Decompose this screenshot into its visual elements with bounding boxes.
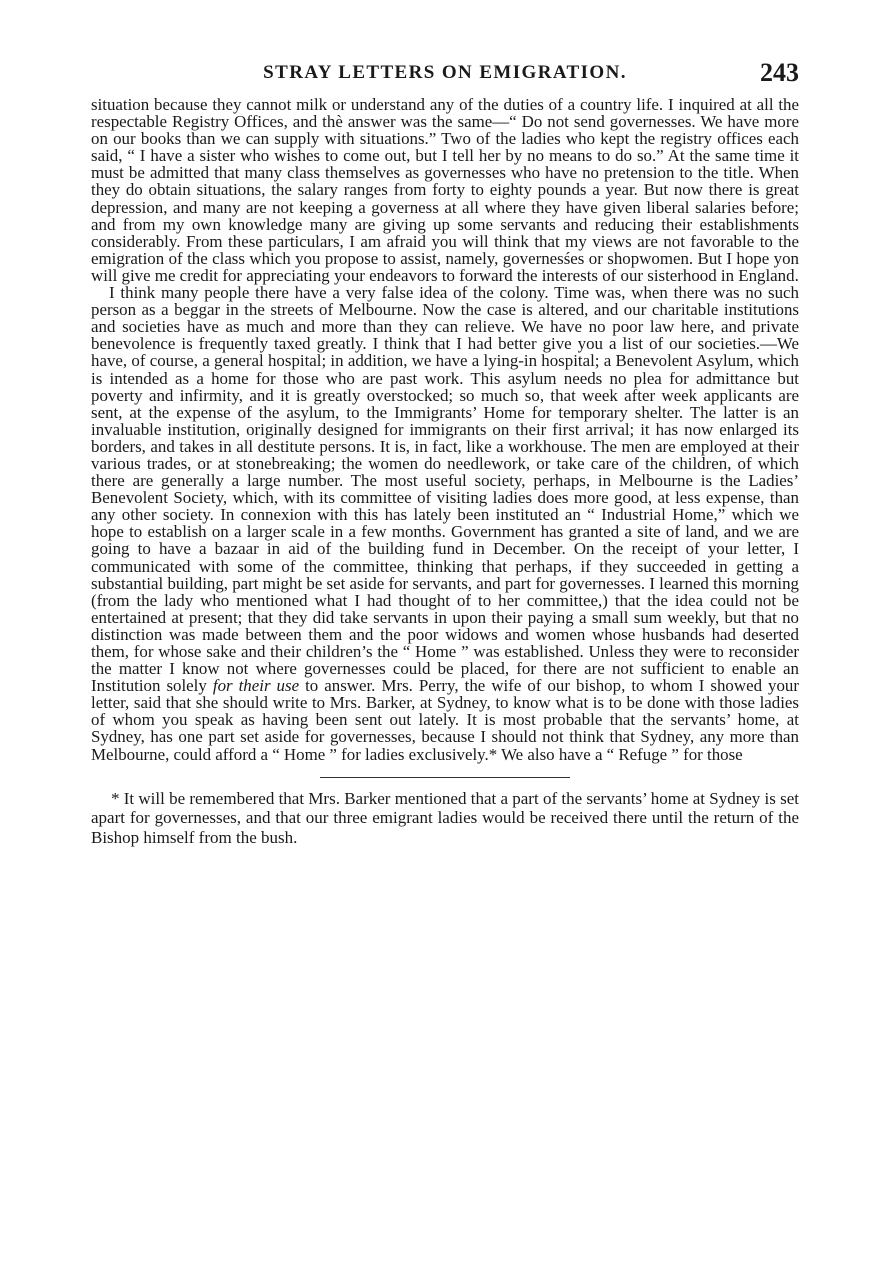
footnote-divider (320, 777, 570, 778)
book-page (91, 58, 799, 847)
body-text (91, 96, 799, 763)
footnote (91, 789, 799, 848)
paragraph-2 (91, 284, 799, 763)
italic-phrase: for their use (212, 676, 300, 696)
paragraph-2-text-a: I think many people there have a very false idea of the colony. Time was, when there was no such person as a beggar in the streets of Melbourne. Now the case is altered, and our charitable institutions and societies have as much and more than they can relieve. We have no poor law here, and private benevolence is frequently taxed greatly. I think that I had better give you a list of our societies.—We have, of course, a general hospital; in addition, we have a lying-in hospital; a Benevolent Asylum, which is intended as a home for those who are past work. This asylum needs no plea for admittance but poverty and infirmity, and it is greatly overstocked; so much so, that week after week applicants are sent, at the expense of the asylum, to the Immigrants’ Home for temporary shelter. The latter is an invaluable institution, originally designed for immigrants on their first arrival; it has now enlarged its borders, and takes in all destitute persons. It is, in fact, like a workhouse. The men are employed at their various trades, or at stonebreaking; the women do needlework, or take care of the children, of which there are generally a large number. The most useful society, perhaps, in Melbourne is the Ladies’ Benevolent Society, which, with its committee of visiting ladies does more good, at less expense, than any other society. In connexion with this has lately been instituted an “ Industrial Home,” which we hope to establish on a larger scale in a few months. Government has granted a site of land, and we are going to have a bazaar in aid of the building fund in December. On the receipt of your letter, I communicated with some of the committee, thinking that perhaps, if they succeeded in getting a substantial building, part might be set aside for servants, and part for governesses. I learned this morning (from the lady who mentioned what I had thought of to her committee,) that the idea could not be entertained at present; that they did take servants in upon their paying a small sum weekly, but that no distinction was made between them and the poor widows and women whose husbands had deserted them, for whose sake and their children’s the “ Home ” was established. Unless they were to reconsider the matter I know not where governesses could be placed, for there are not sufficient to enable an Institution solely (91, 283, 799, 696)
paragraph-2-text-b: to answer. Mrs. Perry, the wife of our bishop, to whom I showed your letter, said that she should write to Mrs. Barker, at Sydney, to know what is to be done with those ladies of whom you speak as having been sent out lately. It is most probable that the servants’ home, at Sydney, has one part set aside for governesses, because I should not think that Sydney, any more than Melbourne, could afford a “ Home ” for ladies exclusively.* We also have a “ Refuge ” for those (91, 676, 800, 764)
page-number: 243 (760, 58, 799, 87)
running-head (91, 58, 799, 90)
paragraph-1: situation because they cannot milk or understand any of the duties of a country life. I inquired at all the respectable Registry Offices, and thè answer was the same—“ Do not send governesses. We have more on our books than we can supply with situations.” Two of the ladies who kept the registry offices each said, “ I have a sister who wishes to come out, but I tell her by no means to do so.” At the same time it must be admitted that many class themselves as governesses who have no pretension to the title. When they do obtain situations, the salary ranges from forty to eighty pounds a year. But now there is great depression, and many are not keeping a governess at all where they have given liberal salaries before; and from my own knowledge many are giving up some servants and reducing their establishments considerably. From these particulars, I am afraid you will think that my views are not favorable to the emigration of the class which you propose to assist, namely, governesśes or shopwomen. But I hope yon will give me credit for appreciating your endeavors to forward the interests of our sisterhood in England. (91, 95, 799, 285)
footnote-text: * It will be remembered that Mrs. Barker mentioned that a part of the servants’ home at Sydney is set apart for governesses, and that our three emigrant ladies would be received there until the return of the Bishop himself from the bush. (91, 788, 799, 847)
running-title: STRAY LETTERS ON EMIGRATION. (263, 62, 627, 83)
